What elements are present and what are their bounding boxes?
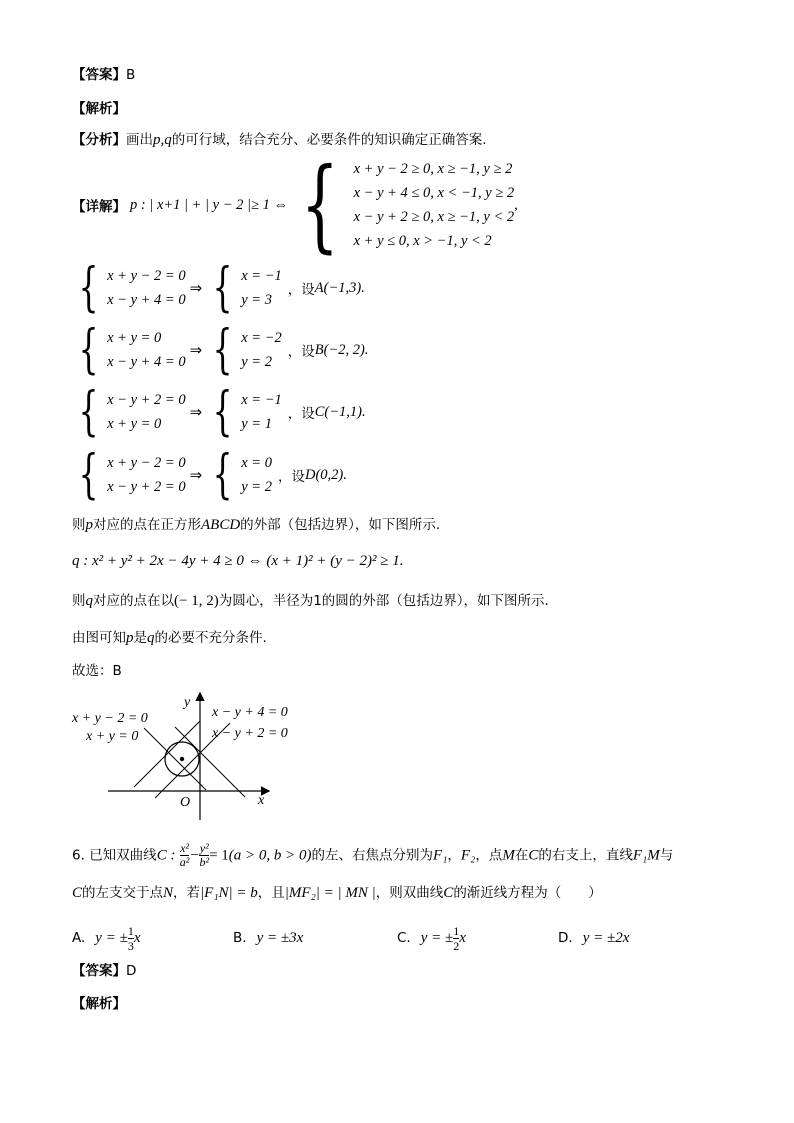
math: F₁M <box>632 847 660 864</box>
text: 对应的点在以 <box>93 593 174 609</box>
text: 与 <box>659 847 674 864</box>
fenxi-line <box>72 131 487 149</box>
system-point: C(−1,1). <box>314 403 366 420</box>
option-var: x <box>459 930 466 946</box>
math: ABCD <box>201 517 241 533</box>
option-expr: y = ±2x <box>582 930 630 946</box>
option-label: D. <box>558 930 573 946</box>
system-point: A(−1,3). <box>314 279 365 296</box>
text: 的渐近线方程为（ ） <box>453 885 602 901</box>
math: C <box>443 885 454 901</box>
system-sol: y = 2 <box>241 354 272 370</box>
text: 对应的点在正方形 <box>93 517 201 533</box>
label-l2: x + y = 0 <box>86 729 139 744</box>
system-label: ，设 <box>287 344 315 360</box>
fenxi-vars: p,q <box>153 132 172 148</box>
left-brace-icon: { <box>78 382 99 442</box>
q6-num: 6. <box>72 847 85 864</box>
system-eq: x + y = 0 <box>107 416 162 432</box>
system-point: B(−2, 2). <box>314 341 369 358</box>
system-label: ，设 <box>287 406 315 422</box>
math: p <box>126 630 134 646</box>
answer2-line <box>72 962 136 980</box>
answer-tag: 【答案】 <box>72 963 126 979</box>
option-expr: y = ±3x <box>256 930 304 946</box>
answer-value: B <box>126 67 136 83</box>
frac-num: 1 <box>127 923 134 938</box>
text: 的圆的外部（包括边界），如下图所示. <box>321 593 549 609</box>
case-row: x + y − 2 ≥ 0, x ≥ −1, y ≥ 2 <box>353 161 513 177</box>
text: 的左支交于点 <box>82 885 164 901</box>
fraction-x2a2: $\frac{\text{x²}}{\text{a²}}$ <box>179 841 190 869</box>
circle-center <box>180 757 184 761</box>
line-q: q : x² + y² + 2x − 4y + 4 ≥ 0 ⇔ (x + 1)² + (y − 2)² ≥ 1. <box>72 553 404 569</box>
label-l3: x − y + 4 = 0 <box>212 705 288 720</box>
detail-tail: , <box>514 196 518 213</box>
option-expr: y = ± <box>420 930 454 946</box>
system-point: D(0,2). <box>304 466 347 483</box>
choose-line: 故选：B <box>72 663 122 679</box>
system-sol: y = 1 <box>241 416 272 432</box>
math: N <box>163 885 174 901</box>
option-d[interactable] <box>558 920 629 956</box>
system-eq: x − y + 4 = 0 <box>107 354 186 370</box>
left-brace-icon: { <box>78 445 99 505</box>
frac-den: 2 <box>453 938 460 953</box>
case-row: x − y + 4 ≤ 0, x < −1, y ≥ 2 <box>353 185 515 201</box>
text: ，且 <box>257 885 285 901</box>
minus: − <box>189 847 200 864</box>
detail-lhs: p : | x+1 | + | y − 2 |≥ 1 ⇔ <box>130 196 288 213</box>
text: 的外部（包括边界），如下图所示. <box>240 517 441 533</box>
math: |MF₂| = | MN | <box>284 885 376 901</box>
fraction-y2b2: $\frac{\text{y²}}{\text{b²}}$ <box>199 841 210 869</box>
math: C <box>528 847 539 864</box>
math: |F₁N| = b <box>200 885 258 901</box>
text: 是 <box>133 630 147 646</box>
option-a[interactable] <box>72 920 140 956</box>
math: C : <box>156 847 176 864</box>
line-conclusion <box>72 629 267 647</box>
system-sol: x = 0 <box>241 455 272 471</box>
text: 的必要不充分条件. <box>154 630 267 646</box>
system-sol: x = −1 <box>241 268 282 284</box>
system-3 <box>72 382 366 442</box>
text: 则 <box>72 593 86 609</box>
math: q <box>85 593 93 609</box>
system-eq: x − y + 2 = 0 <box>107 392 186 408</box>
answer-value: D <box>126 963 137 979</box>
q6-line1 <box>72 842 673 869</box>
math: (− 1, 2) <box>174 593 219 609</box>
analysis-tag-line <box>72 100 126 118</box>
label-y: y <box>184 695 191 710</box>
eq-one: = 1 <box>209 847 229 864</box>
detail-cases <box>354 157 515 253</box>
left-brace-icon: { <box>212 320 233 380</box>
option-label: B. <box>233 930 247 946</box>
math: C <box>72 885 83 901</box>
text: 则 <box>72 517 86 533</box>
frac-den: 3 <box>127 938 134 953</box>
math: q <box>147 630 155 646</box>
option-c[interactable] <box>397 920 466 956</box>
label-x: x <box>258 793 265 808</box>
answer-tag: 【答案】 <box>72 67 126 83</box>
left-brace-icon: { <box>300 146 339 263</box>
system-sol: y = 2 <box>241 479 272 495</box>
math: p <box>85 517 93 533</box>
system-eq: x − y + 2 = 0 <box>107 479 186 495</box>
option-expr: y = ± <box>95 930 128 946</box>
answer-line <box>72 66 135 84</box>
math: F₂ <box>460 847 476 864</box>
left-brace-icon: { <box>78 320 99 380</box>
case-row: x + y ≤ 0, x > −1, y < 2 <box>353 233 492 249</box>
case-row: x − y + 2 ≥ 0, x ≥ −1, y < 2 <box>353 209 515 225</box>
q6-line2 <box>72 884 602 902</box>
text: 在 <box>514 847 529 864</box>
line-l2 <box>134 721 200 787</box>
label-origin: O <box>180 795 191 810</box>
label-l4: x − y + 2 = 0 <box>212 726 288 741</box>
left-brace-icon: { <box>212 258 233 318</box>
line-q2 <box>72 592 549 610</box>
analysis-tag: 【解析】 <box>72 996 126 1012</box>
fenxi-text-b: 的可行域，结合充分、必要条件的知识确定正确答案. <box>171 132 487 148</box>
left-brace-icon: { <box>212 382 233 442</box>
frac-num: 1 <box>453 923 460 938</box>
system-sol: x = −2 <box>241 330 282 346</box>
text: 已知双曲线 <box>89 847 157 864</box>
option-b[interactable] <box>233 920 303 956</box>
text: ，则双曲线 <box>375 885 444 901</box>
analysis2-line <box>72 995 126 1013</box>
system-4 <box>72 445 347 505</box>
figure <box>60 690 310 825</box>
option-label: C. <box>397 930 411 946</box>
math: (a > 0, b > 0) <box>228 847 312 864</box>
system-2 <box>72 320 369 380</box>
system-eq: x + y − 2 = 0 <box>107 455 186 471</box>
system-sol: y = 3 <box>241 292 272 308</box>
option-label: A. <box>72 930 86 946</box>
label-l1: x + y − 2 = 0 <box>72 711 148 726</box>
system-sol: x = −1 <box>241 392 282 408</box>
analysis-tag: 【解析】 <box>72 101 126 117</box>
implies-icon: ⇒ <box>189 467 203 484</box>
detail-block <box>72 146 518 263</box>
system-1 <box>72 258 365 318</box>
left-brace-icon: { <box>78 258 99 318</box>
text: ，点 <box>475 847 503 864</box>
system-label: ，设 <box>287 282 315 298</box>
option-var: x <box>133 930 141 946</box>
implies-icon: ⇒ <box>189 342 203 359</box>
text: 1 <box>313 593 322 609</box>
text: 的左、右焦点分别为 <box>311 847 434 864</box>
math: F₁ <box>433 847 448 864</box>
system-label: ，设 <box>277 469 305 485</box>
text: ， <box>447 847 461 864</box>
fenxi-tag: 【分析】 <box>72 132 126 148</box>
text: ，若 <box>173 885 201 901</box>
text: 的右支上，直线 <box>538 847 633 864</box>
math: M <box>502 847 515 864</box>
line-l3 <box>144 728 206 790</box>
system-eq: x + y = 0 <box>107 330 162 346</box>
implies-icon: ⇒ <box>189 404 203 421</box>
detail-tag: 【详解】 <box>72 199 126 215</box>
system-eq: x − y + 4 = 0 <box>107 292 186 308</box>
line-p <box>72 516 440 534</box>
text: 由图可知 <box>72 630 126 646</box>
system-eq: x + y − 2 = 0 <box>107 268 186 284</box>
left-brace-icon: { <box>212 445 233 505</box>
text: 为圆心，半径为 <box>218 593 314 609</box>
fenxi-text-a: 画出 <box>126 132 153 148</box>
implies-icon: ⇒ <box>189 280 203 297</box>
